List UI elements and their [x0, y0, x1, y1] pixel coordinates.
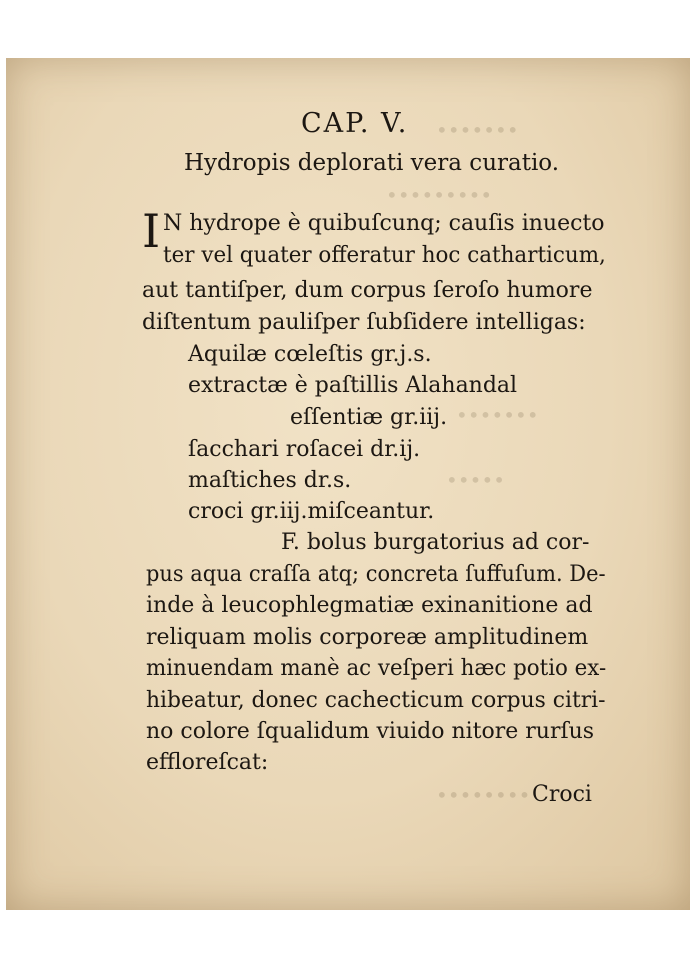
text-line-11: F. bolus burgatorius ad cor-	[281, 530, 590, 555]
text-line-1: N hydrope è quibuſcunq; cauſis inuecto	[163, 211, 605, 236]
show-through-text: •••••••••	[386, 183, 493, 207]
show-through-text: •••••••	[436, 118, 519, 142]
text-line-9: maſtiches dr.s.	[188, 468, 352, 493]
text-line-14: reliquam molis corporeæ amplitudinem	[146, 625, 589, 650]
text-line-5: Aquilæ cœleſtis gr.j.s.	[188, 342, 432, 367]
text-line-16: hibeatur, donec cachecticum corpus citri-	[146, 688, 606, 713]
page-scan	[6, 58, 690, 910]
show-through-text: ••••••••	[436, 783, 531, 807]
text-line-12: pus aqua craſſa atq; concreta ſuffuſum. De-	[146, 562, 606, 587]
text-line-7: eſſentiæ gr.iij.	[290, 405, 448, 430]
drop-capital: I	[142, 204, 161, 258]
text-line-8: ſacchari roſacei dr.ij.	[188, 437, 421, 462]
text-line-18: effloreſcat:	[146, 750, 269, 775]
text-line-13: inde à leucophlegmatiæ exinanitione ad	[146, 593, 593, 618]
text-line-3: aut tantiſper, dum corpus ſeroſo humore	[142, 278, 593, 303]
text-line-2: ter vel quater offeratur hoc catharticum,	[163, 243, 606, 268]
text-line-17: no colore ſqualidum viuido nitore rurſus	[146, 719, 595, 744]
text-line-6: extractæ è paſtillis Alahandal	[188, 373, 518, 398]
catchword: Croci	[532, 782, 592, 807]
show-through-text: •••••	[446, 468, 505, 492]
chapter-title: CAP. V.	[301, 108, 409, 139]
text-line-15: minuendam manè ac veſperi hæc potio ex-	[146, 656, 607, 681]
text-line-10: croci gr.iij.miſceantur.	[188, 499, 435, 524]
show-through-text: •••••••	[456, 403, 539, 427]
section-heading: Hydropis deplorati vera curatio.	[184, 150, 560, 176]
text-line-4: diſtentum pauliſper ſubſidere intelligas:	[142, 310, 586, 335]
